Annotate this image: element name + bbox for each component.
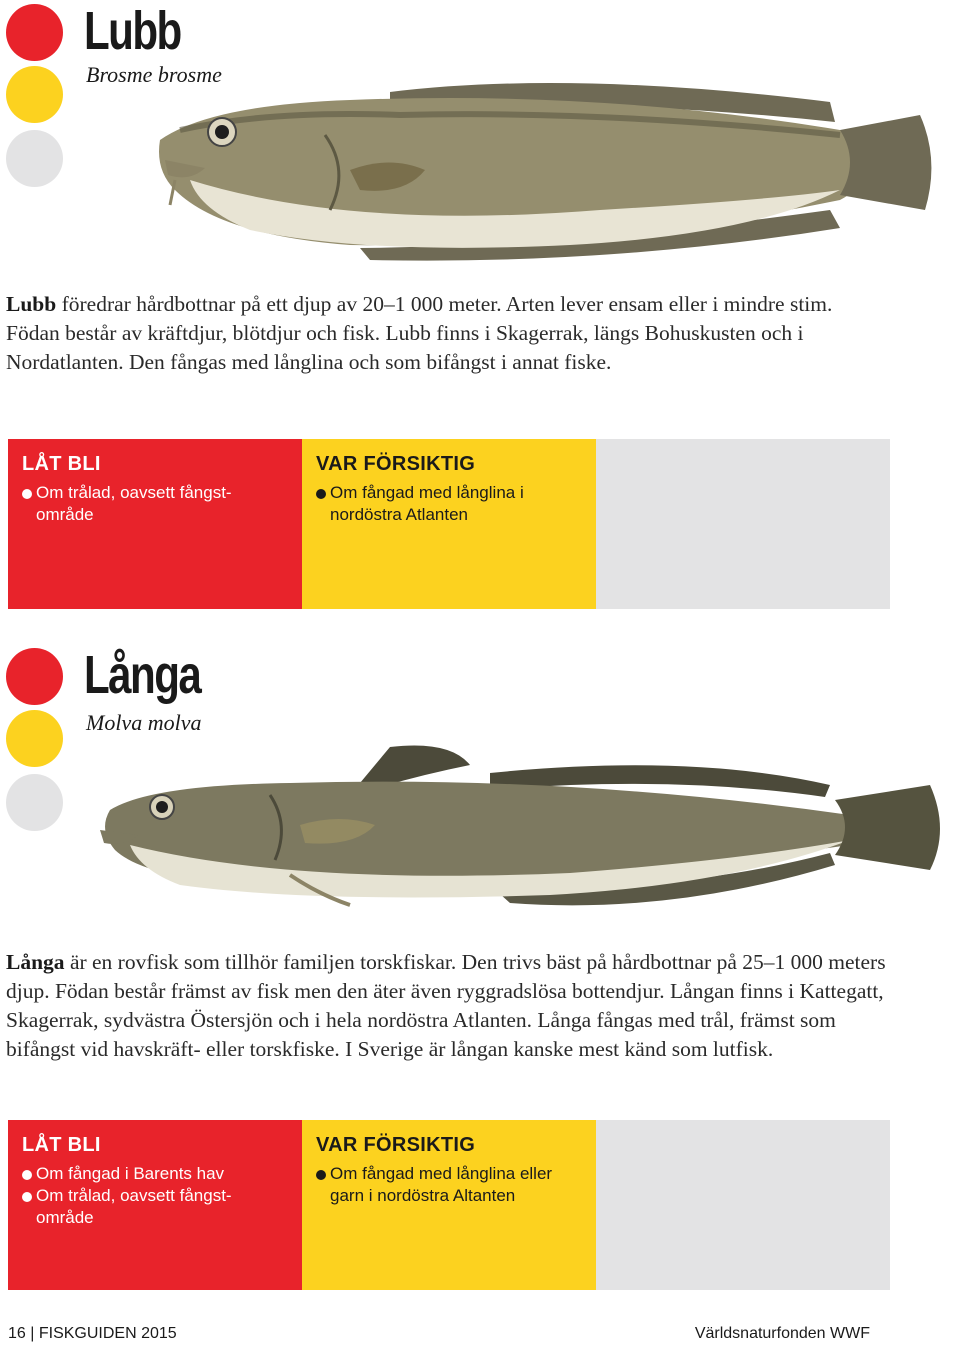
rating-box-list — [316, 1163, 582, 1207]
rating-box-avoid — [8, 1120, 302, 1290]
page-footer-right: Världsnaturfonden WWF — [694, 1325, 870, 1342]
rating-box-item: Om trålad, oavsett fångst-område — [22, 1185, 288, 1229]
rating-box-title: VAR FÖRSIKTIG — [316, 453, 476, 475]
rating-box-title: VAR FÖRSIKTIG — [316, 1134, 476, 1156]
species-description — [6, 948, 906, 1064]
rating-box-item: Om trålad, oavsett fångst-område — [22, 482, 288, 526]
rating-dot-yellow — [6, 66, 63, 123]
rating-box-title: LÅT BLI — [22, 453, 101, 475]
lubb-fish-illustration — [150, 60, 950, 270]
species-name: Långa — [84, 645, 201, 705]
species-name: Lubb — [84, 1, 181, 61]
description-text: är en rovfisk som tillhör familjen torskfiskar. Den trivs bäst på hårdbottnar på 25–1 000 meters djup. Födan består främst av fisk men den äter även ryggradslösa bottendjur. Långan finns i Kattegatt, Skagerrak, sydvästra Östersjön och i hela nordöstra Atlanten. Långa fångas med trål, främst som bifångst vid havskräft- eller torskfiske. I Sverige är långan kanske mest känd som lutfisk. — [6, 950, 886, 1061]
rating-dot-grey — [6, 774, 63, 831]
rating-dot-yellow — [6, 710, 63, 767]
rating-box-caution — [302, 439, 596, 609]
rating-box-title: LÅT BLI — [22, 1134, 101, 1156]
rating-box-green-empty — [596, 1120, 890, 1290]
rating-box-item: Om fångad i Barents hav — [22, 1163, 288, 1185]
description-text: föredrar hårdbottnar på ett djup av 20–1 000 meter. Arten lever ensam eller i mindre stim. Födan består av kräftdjur, blötdjur och fisk. Lubb finns i Skagerrak, längs Bohuskusten och i Nordatlanten. Den fångas med långlina och som bifångst i annat fiske. — [6, 292, 833, 374]
rating-box-list — [22, 482, 288, 526]
rating-boxes — [8, 1120, 890, 1290]
description-lead: Långa — [6, 950, 65, 974]
rating-dot-grey — [6, 130, 63, 187]
page-footer-left: 16 | FISKGUIDEN 2015 — [8, 1325, 177, 1342]
species-section-lubb — [0, 0, 960, 620]
rating-box-list — [22, 1163, 288, 1229]
species-latin-name: Molva molva — [86, 710, 202, 735]
rating-box-avoid — [8, 439, 302, 609]
species-description — [6, 290, 866, 377]
rating-box-green-empty — [596, 439, 890, 609]
langa-fish-illustration — [90, 735, 950, 915]
rating-dot-red — [6, 648, 63, 705]
species-section-langa — [0, 640, 960, 1300]
rating-boxes — [8, 439, 890, 609]
species-latin-name: Brosme brosme — [86, 62, 222, 87]
description-lead: Lubb — [6, 292, 57, 316]
rating-box-item: Om fångad med långlina eller garn i nordöstra Altanten — [316, 1163, 582, 1207]
rating-dot-red — [6, 4, 63, 61]
rating-box-caution — [302, 1120, 596, 1290]
rating-box-list — [316, 482, 582, 526]
rating-box-item: Om fångad med långlina i nordöstra Atlanten — [316, 482, 582, 526]
